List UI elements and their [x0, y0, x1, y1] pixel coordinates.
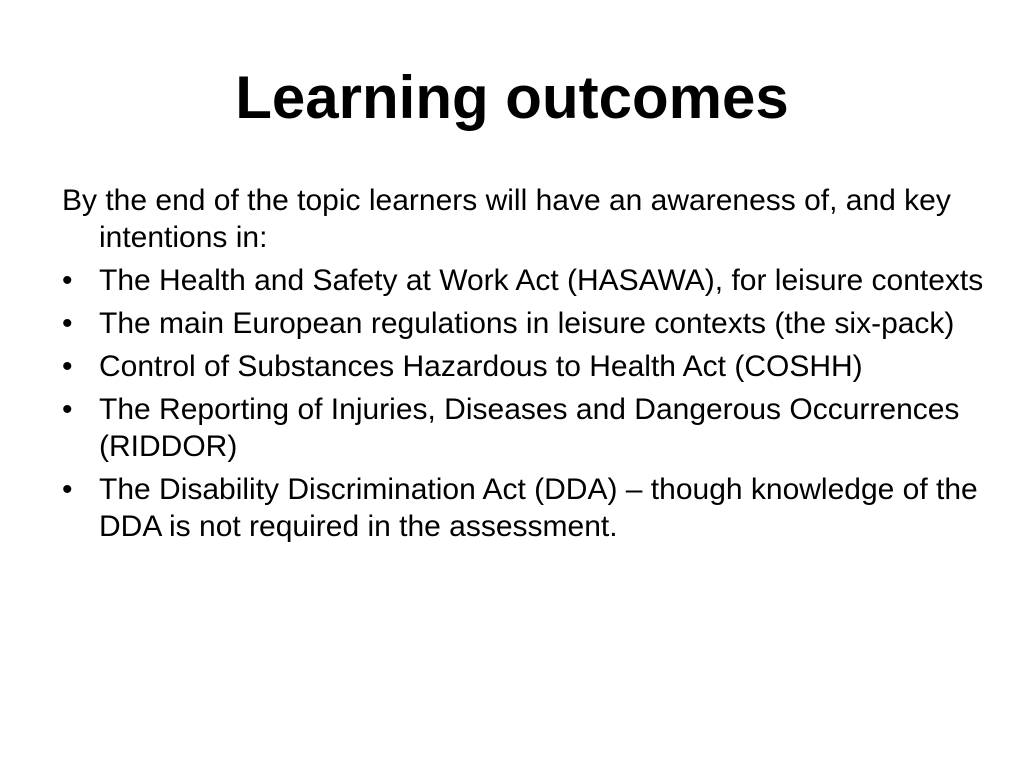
bullet-text: The Disability Discrimination Act (DDA) – though knowledge of the DDA is not required in the assessment.	[99, 473, 978, 543]
bullet-item-riddor	[62, 391, 992, 465]
bullet-item-coshh	[62, 348, 992, 385]
bullet-icon: •	[62, 350, 73, 383]
bullet-item-dda	[62, 471, 992, 545]
bullet-text: The Reporting of Injuries, Diseases and Dangerous Occurrences (RIDDOR)	[99, 393, 960, 463]
bullet-text: Control of Substances Hazardous to Health Act (COSHH)	[99, 350, 863, 383]
bullet-icon: •	[62, 264, 73, 297]
bullet-item-hasawa	[62, 262, 992, 299]
bullet-text: The Health and Safety at Work Act (HASAWA), for leisure contexts	[99, 264, 984, 297]
bullet-icon: •	[62, 473, 73, 506]
slide-title: Learning outcomes	[235, 64, 789, 131]
bullet-icon: •	[62, 393, 73, 426]
bullet-list	[62, 262, 992, 545]
bullet-icon: •	[62, 307, 73, 340]
slide-body	[62, 182, 992, 551]
bullet-text: The main European regulations in leisure contexts (the six-pack)	[99, 307, 955, 340]
intro-text: By the end of the topic learners will have an awareness of, and key intentions in:	[62, 184, 951, 254]
bullet-item-european-regulations	[62, 305, 992, 342]
